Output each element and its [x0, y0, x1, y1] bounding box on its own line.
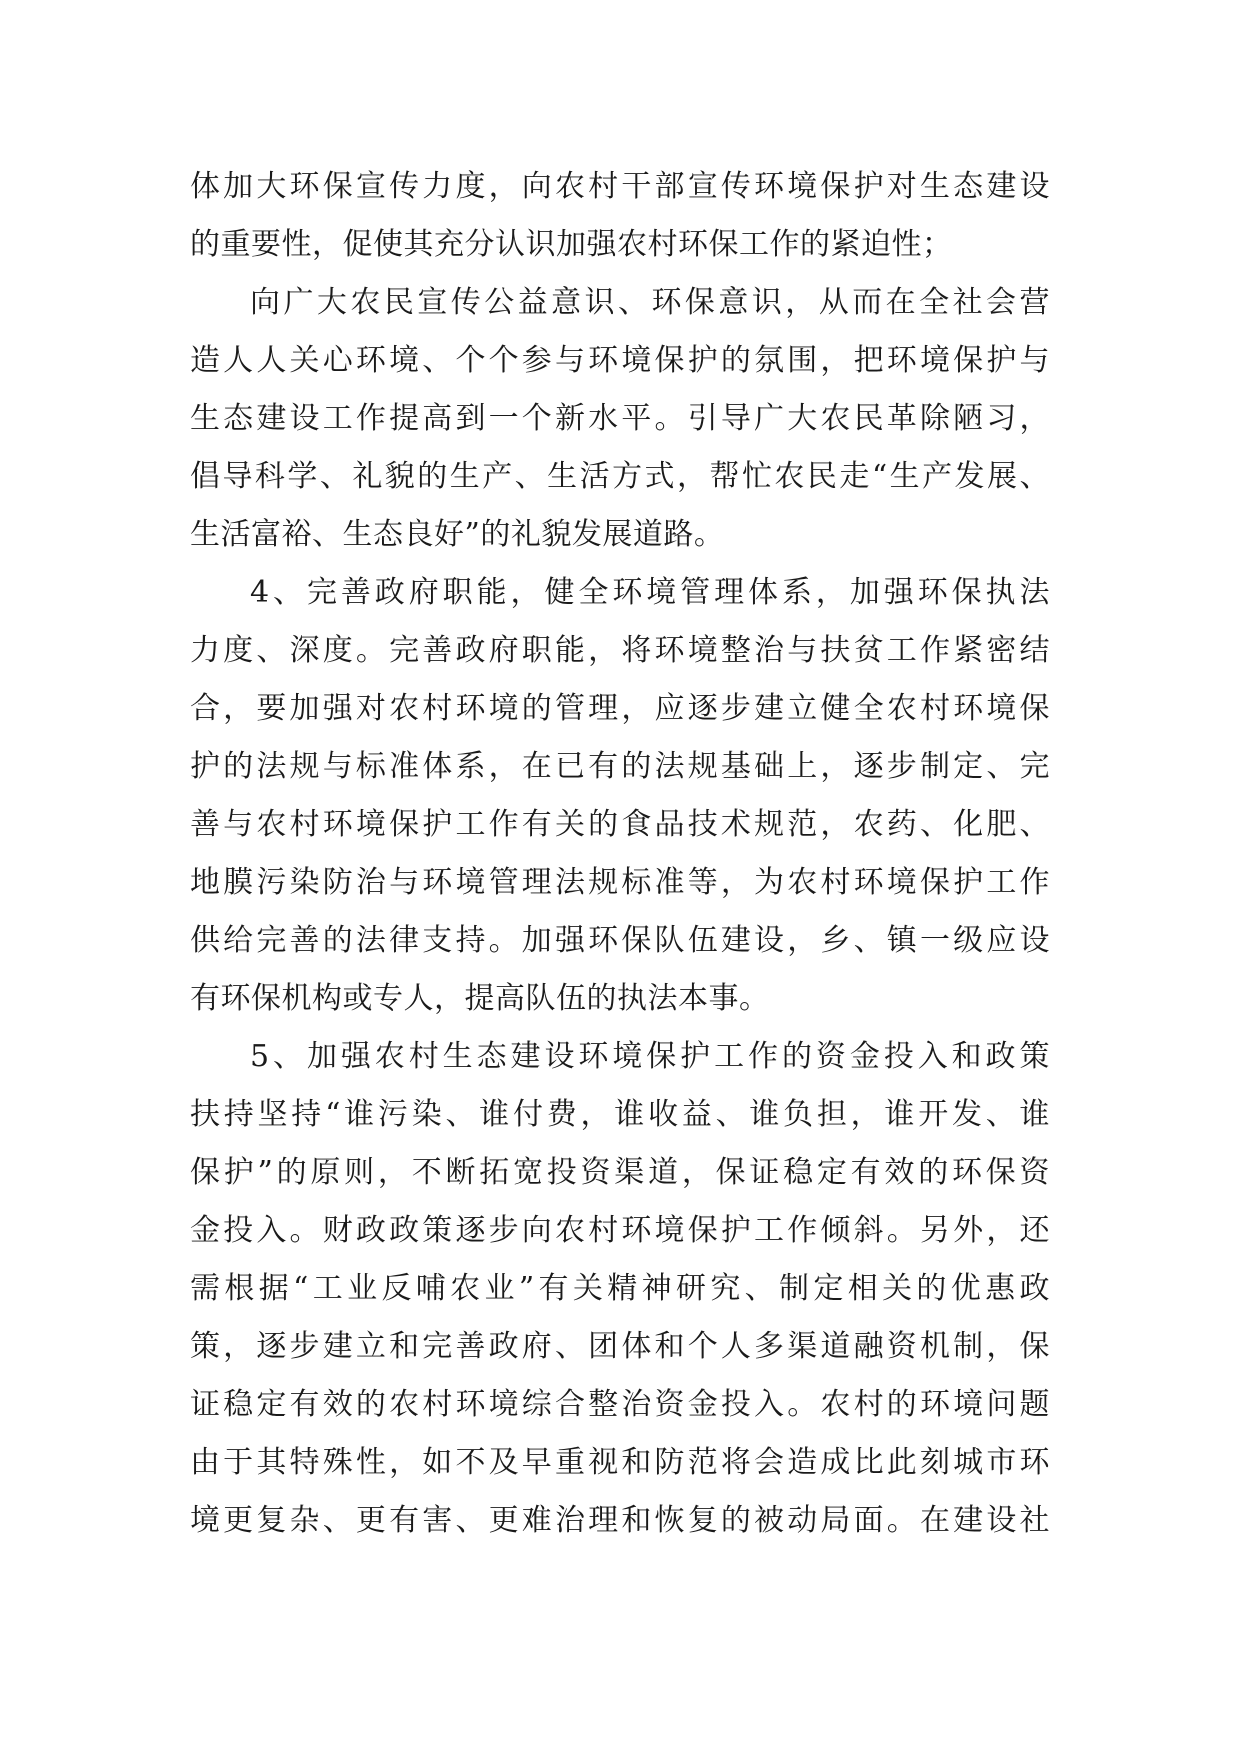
- text-line: 善与农村环境保护工作有关的食品技术规范，农药、化肥、: [190, 807, 1050, 842]
- text-line: 证稳定有效的农村环境综合整治资金投入。农村的环境问题: [190, 1387, 1050, 1422]
- text-line: 体加大环保宣传力度，向农村干部宣传环境保护对生态建设: [190, 169, 1050, 204]
- text-line: 有环保机构或专人，提高队伍的执法本事。: [190, 981, 770, 1016]
- text-line: 扶持坚持“谁污染、谁付费，谁收益、谁负担，谁开发、谁: [190, 1097, 1050, 1132]
- text-line: 的重要性，促使其充分认识加强农村环保工作的紧迫性；: [190, 227, 953, 262]
- text-line: 造人人关心环境、个个参与环境保护的氛围，把环境保护与: [190, 343, 1050, 378]
- text-line: 生态建设工作提高到一个新水平。引导广大农民革除陋习，: [190, 401, 1050, 436]
- text-line: 由于其特殊性，如不及早重视和防范将会造成比此刻城市环: [190, 1445, 1050, 1480]
- text-line: 供给完善的法律支持。加强环保队伍建设，乡、镇一级应设: [190, 923, 1050, 958]
- text-line: 合，要加强对农村环境的管理，应逐步建立健全农村环境保: [190, 691, 1050, 726]
- text-line: 境更复杂、更有害、更难治理和恢复的被动局面。在建设社: [190, 1503, 1050, 1538]
- text-line: 金投入。财政政策逐步向农村环境保护工作倾斜。另外，还: [190, 1213, 1050, 1248]
- text-line: 4、完善政府职能，健全环境管理体系，加强环保执法: [250, 575, 1050, 610]
- text-line: 倡导科学、礼貌的生产、生活方式，帮忙农民走“生产发展、: [190, 459, 1050, 494]
- text-line: 力度、深度。完善政府职能，将环境整治与扶贫工作紧密结: [190, 633, 1050, 668]
- text-line: 保护”的原则，不断拓宽投资渠道，保证稳定有效的环保资: [190, 1155, 1050, 1190]
- text-line: 需根据“工业反哺农业”有关精神研究、制定相关的优惠政: [190, 1271, 1050, 1306]
- text-line: 地膜污染防治与环境管理法规标准等，为农村环境保护工作: [190, 865, 1050, 900]
- body-text: [190, 158, 1050, 1550]
- text-line: 护的法规与标准体系，在已有的法规基础上，逐步制定、完: [190, 749, 1050, 784]
- text-line: 策，逐步建立和完善政府、团体和个人多渠道融资机制，保: [190, 1329, 1050, 1364]
- text-line: 生活富裕、生态良好”的礼貌发展道路。: [190, 517, 725, 552]
- text-line: 5、加强农村生态建设环境保护工作的资金投入和政策: [250, 1039, 1050, 1074]
- text-line: 向广大农民宣传公益意识、环保意识，从而在全社会营: [250, 285, 1050, 320]
